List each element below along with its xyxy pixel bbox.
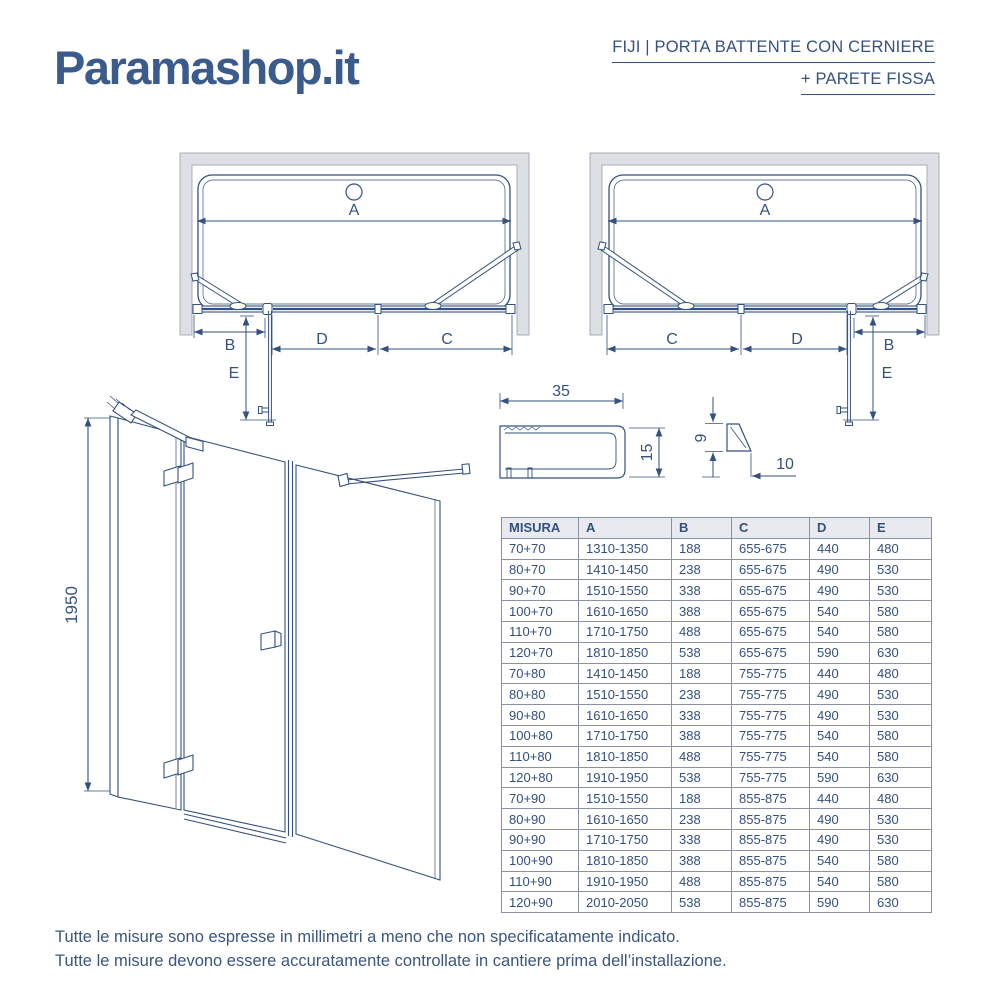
table-cell: 488	[672, 621, 732, 642]
table-cell: 540	[810, 850, 870, 871]
table-row	[502, 663, 932, 684]
size-table-body	[502, 538, 932, 912]
table-row	[502, 705, 932, 726]
product-title	[612, 38, 935, 95]
wedge-width-label: 10	[776, 456, 794, 473]
table-row	[502, 892, 932, 913]
table-cell: 488	[672, 746, 732, 767]
table-cell: 530	[870, 809, 932, 830]
wedge-height-label: 9	[693, 433, 710, 443]
height-dimension-label: 1950	[62, 586, 81, 624]
footer-note-line1: Tutte le misure sono espresse in millimetri a meno che non specificatamente indicato.	[55, 928, 680, 946]
column-header: D	[810, 518, 870, 539]
table-cell: 655-675	[732, 559, 810, 580]
table-cell: 755-775	[732, 767, 810, 788]
table-cell: 855-875	[732, 892, 810, 913]
table-cell: 388	[672, 850, 732, 871]
table-cell: 755-775	[732, 725, 810, 746]
column-header: A	[579, 518, 672, 539]
table-cell: 100+80	[502, 725, 579, 746]
table-cell: 1810-1850	[579, 746, 672, 767]
table-cell: 120+80	[502, 767, 579, 788]
table-cell: 580	[870, 871, 932, 892]
table-cell: 655-675	[732, 621, 810, 642]
table-cell: 655-675	[732, 580, 810, 601]
table-cell: 490	[810, 684, 870, 705]
door-pivot-hinge	[263, 304, 272, 315]
table-cell: 755-775	[732, 746, 810, 767]
table-cell: 490	[810, 705, 870, 726]
front-view-diagram	[40, 390, 480, 930]
table-cell: 540	[810, 621, 870, 642]
drain-icon	[346, 184, 362, 200]
table-cell: 440	[810, 788, 870, 809]
table-cell: 1610-1650	[579, 809, 672, 830]
table-cell: 855-875	[732, 871, 810, 892]
table-cell: 540	[810, 725, 870, 746]
table-cell: 530	[870, 580, 932, 601]
dim-label-a: A	[348, 202, 360, 219]
table-cell: 90+90	[502, 829, 579, 850]
table-cell: 540	[810, 746, 870, 767]
table-cell: 540	[810, 871, 870, 892]
footer-notes	[55, 926, 727, 973]
table-cell: 655-675	[732, 642, 810, 663]
wall-profile-panel	[110, 416, 118, 797]
table-cell: 110+70	[502, 621, 579, 642]
table-row	[502, 829, 932, 850]
table-cell: 238	[672, 684, 732, 705]
table-cell: 100+70	[502, 601, 579, 622]
product-title-line2: + PARETE FISSA	[801, 70, 935, 95]
size-table	[501, 517, 932, 913]
door-handle	[837, 407, 841, 414]
dim-label-d: D	[316, 331, 328, 348]
table-cell: 1410-1450	[579, 663, 672, 684]
channel-width-label: 35	[552, 383, 570, 400]
table-row	[502, 621, 932, 642]
dim-label-c: C	[441, 331, 453, 348]
table-cell: 590	[810, 767, 870, 788]
table-cell: 70+90	[502, 788, 579, 809]
column-header: C	[732, 518, 810, 539]
dim-label-c: C	[666, 331, 678, 348]
table-row	[502, 684, 932, 705]
table-cell: 1710-1750	[579, 829, 672, 850]
table-cell: 388	[672, 601, 732, 622]
table-cell: 1510-1550	[579, 684, 672, 705]
table-row	[502, 788, 932, 809]
product-title-line1: FIJI | PORTA BATTENTE CON CERNIERE	[612, 38, 935, 63]
table-cell: 480	[870, 663, 932, 684]
brand-logo: Paramashop.it	[54, 41, 359, 94]
table-cell: 238	[672, 809, 732, 830]
table-cell: 188	[672, 663, 732, 684]
dim-label-a: A	[759, 202, 771, 219]
table-cell: 488	[672, 871, 732, 892]
column-header: E	[870, 518, 932, 539]
channel-profile	[500, 426, 625, 478]
table-row	[502, 767, 932, 788]
column-header: B	[672, 518, 732, 539]
table-cell: 1610-1650	[579, 601, 672, 622]
column-header: MISURA	[502, 518, 579, 539]
wedge-profile	[727, 424, 751, 451]
table-cell: 1910-1950	[579, 767, 672, 788]
fixed-side-panel	[296, 465, 440, 880]
table-cell: 80+90	[502, 809, 579, 830]
table-cell: 110+90	[502, 871, 579, 892]
table-cell: 338	[672, 580, 732, 601]
table-cell: 490	[810, 809, 870, 830]
drain-icon	[757, 184, 773, 200]
table-cell: 120+70	[502, 642, 579, 663]
table-cell: 655-675	[732, 601, 810, 622]
table-row	[502, 850, 932, 871]
table-cell: 590	[810, 892, 870, 913]
table-cell: 755-775	[732, 663, 810, 684]
door-pivot-hinge	[847, 304, 856, 315]
table-cell: 1710-1750	[579, 621, 672, 642]
table-row	[502, 746, 932, 767]
table-cell: 1710-1750	[579, 725, 672, 746]
table-cell: 120+90	[502, 892, 579, 913]
table-cell: 388	[672, 725, 732, 746]
table-cell: 1510-1550	[579, 788, 672, 809]
table-cell: 490	[810, 580, 870, 601]
table-cell: 855-875	[732, 850, 810, 871]
table-cell: 490	[810, 559, 870, 580]
table-cell: 530	[870, 684, 932, 705]
size-table-head-row	[502, 518, 932, 539]
table-cell: 1310-1350	[579, 538, 672, 559]
table-row	[502, 559, 932, 580]
table-cell: 538	[672, 642, 732, 663]
dim-label-b: B	[883, 337, 895, 354]
table-row	[502, 642, 932, 663]
table-cell: 100+90	[502, 850, 579, 871]
table-cell: 338	[672, 705, 732, 726]
table-cell: 630	[870, 642, 932, 663]
table-cell: 530	[870, 829, 932, 850]
table-cell: 80+70	[502, 559, 579, 580]
table-row	[502, 601, 932, 622]
table-cell: 530	[870, 705, 932, 726]
table-cell: 630	[870, 767, 932, 788]
table-cell: 2010-2050	[579, 892, 672, 913]
table-cell: 70+80	[502, 663, 579, 684]
table-cell: 80+80	[502, 684, 579, 705]
table-cell: 1810-1850	[579, 850, 672, 871]
table-cell: 440	[810, 538, 870, 559]
table-cell: 1510-1550	[579, 580, 672, 601]
profile-sections-diagram	[480, 380, 820, 510]
dim-label-d: D	[791, 331, 803, 348]
table-cell: 490	[810, 829, 870, 850]
table-cell: 855-875	[732, 788, 810, 809]
dim-label-e: E	[881, 365, 893, 382]
table-cell: 1410-1450	[579, 559, 672, 580]
table-row	[502, 809, 932, 830]
table-cell: 1610-1650	[579, 705, 672, 726]
table-cell: 1810-1850	[579, 642, 672, 663]
table-cell: 1910-1950	[579, 871, 672, 892]
table-cell: 110+80	[502, 746, 579, 767]
table-cell: 70+70	[502, 538, 579, 559]
table-cell: 90+70	[502, 580, 579, 601]
dim-label-e: E	[228, 365, 240, 382]
table-cell: 655-675	[732, 538, 810, 559]
table-row	[502, 725, 932, 746]
table-cell: 530	[870, 559, 932, 580]
table-cell: 580	[870, 621, 932, 642]
dim-label-b: B	[224, 337, 236, 354]
table-cell: 580	[870, 725, 932, 746]
table-row	[502, 580, 932, 601]
table-cell: 188	[672, 788, 732, 809]
table-cell: 238	[672, 559, 732, 580]
table-cell: 755-775	[732, 705, 810, 726]
table-cell: 440	[810, 663, 870, 684]
table-cell: 855-875	[732, 809, 810, 830]
table-cell: 580	[870, 601, 932, 622]
table-cell: 755-775	[732, 684, 810, 705]
channel-height-label: 15	[639, 443, 656, 462]
footer-note-line2: Tutte le misure devono essere accuratamente controllate in cantiere prima dell’installazione.	[55, 951, 727, 970]
door-handle	[261, 631, 275, 650]
table-cell: 630	[870, 892, 932, 913]
table-cell: 480	[870, 788, 932, 809]
table-row	[502, 538, 932, 559]
table-cell: 188	[672, 538, 732, 559]
table-cell: 590	[810, 642, 870, 663]
table-cell: 580	[870, 850, 932, 871]
table-row	[502, 871, 932, 892]
table-cell: 855-875	[732, 829, 810, 850]
table-cell: 540	[810, 601, 870, 622]
table-cell: 538	[672, 892, 732, 913]
table-cell: 538	[672, 767, 732, 788]
table-cell: 580	[870, 746, 932, 767]
table-cell: 480	[870, 538, 932, 559]
table-cell: 90+80	[502, 705, 579, 726]
table-cell: 338	[672, 829, 732, 850]
